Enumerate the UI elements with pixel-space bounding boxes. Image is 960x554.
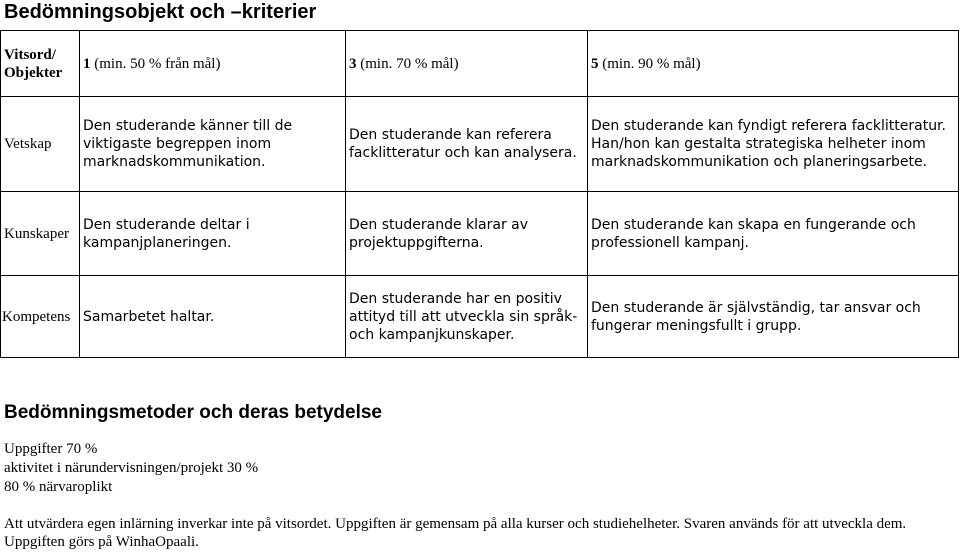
- cell-vetskap-grade-1: Den studerande känner till de viktigaste begreppen inom marknadskommunikation.: [80, 97, 346, 192]
- page-title: Bedömningsobjekt och –kriterier: [4, 1, 317, 23]
- table-header-row: [1, 31, 959, 97]
- cell-vetskap-grade-5: Den studerande kan fyndigt referera facklitteratur. Han/hon kan gestalta strategiska helheter inom marknadskommunikation och planeringsarbete.: [588, 97, 959, 192]
- cell-kunskaper-grade-3: Den studerande klarar av projektuppgifterna.: [346, 192, 588, 276]
- criteria-table: [0, 30, 959, 358]
- row-label-vetskap: Vetskap: [1, 97, 80, 192]
- row-label-kompetens: Kompetens: [1, 276, 80, 358]
- method-line-assignments: Uppgifter 70 %: [4, 441, 98, 457]
- grade-number: 3: [349, 55, 357, 72]
- table-row: [1, 276, 959, 358]
- table-row: [1, 97, 959, 192]
- row-label-kunskaper: Kunskaper: [1, 192, 80, 276]
- header-cell-grade-5: 5 (min. 90 % mål): [588, 31, 959, 97]
- cell-kompetens-grade-3: Den studerande har en positiv attityd till att utveckla sin språk- och kampanjkunskaper.: [346, 276, 588, 358]
- cell-kunskaper-grade-1: Den studerande deltar i kampanjplaneringen.: [80, 192, 346, 276]
- header-cell-objects: Vitsord/ Objekter: [1, 31, 80, 97]
- section-title-methods: Bedömningsmetoder och deras betydelse: [4, 402, 382, 423]
- grade-number: 5: [591, 55, 599, 72]
- table-row: [1, 192, 959, 276]
- cell-kunskaper-grade-5: Den studerande kan skapa en fungerande och professionell kampanj.: [588, 192, 959, 276]
- method-line-activity: aktivitet i närundervisningen/projekt 30 %: [4, 460, 259, 476]
- header-cell-grade-1: 1 (min. 50 % från mål): [80, 31, 346, 97]
- cell-kompetens-grade-5: Den studerande är självständig, tar ansvar och fungerar meningsfullt i grupp.: [588, 276, 959, 358]
- evaluation-note: Att utvärdera egen inlärning inverkar inte på vitsordet. Uppgiften är gemensam på alla kurser och studiehelheter. Svaren används för att utveckla dem. Uppgiften görs på WinhaOpaali.: [4, 516, 907, 550]
- header-cell-grade-3: 3 (min. 70 % mål): [346, 31, 588, 97]
- cell-vetskap-grade-3: Den studerande kan referera facklitteratur och kan analysera.: [346, 97, 588, 192]
- grade-number: 1: [83, 55, 91, 72]
- method-line-attendance: 80 % närvaroplikt: [4, 479, 113, 495]
- cell-kompetens-grade-1: Samarbetet haltar.: [80, 276, 346, 358]
